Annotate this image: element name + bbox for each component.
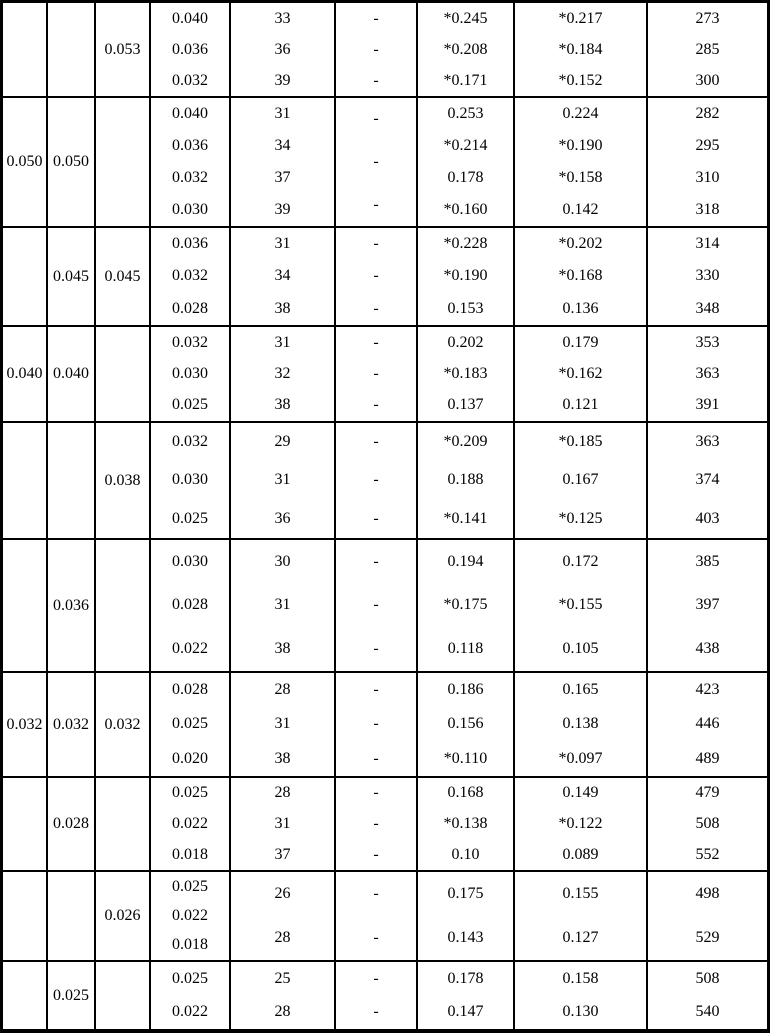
cell-value: 0.025 (53, 986, 89, 1004)
cell-value: 438 (695, 640, 720, 658)
cell-value: - (373, 152, 379, 170)
cell-value: - (373, 885, 379, 902)
cell-value: 0.165 (562, 681, 599, 699)
cell-value: 363 (695, 364, 720, 382)
table-cell (231, 872, 336, 962)
cell-value: 0.028 (53, 815, 89, 832)
table-cell (418, 327, 515, 423)
cell-value: *0.214 (443, 137, 488, 154)
cell-value: 26 (274, 885, 291, 902)
table-cell (3, 228, 48, 327)
table-cell (648, 98, 767, 228)
cell-value: 0.118 (447, 640, 484, 658)
cell-value: 0.025 (172, 877, 208, 895)
cell-value: - (373, 396, 379, 414)
table-row (3, 962, 767, 1029)
cell-value: 314 (695, 235, 720, 253)
table-cell (96, 3, 151, 98)
table-cell (418, 962, 515, 1029)
cell-value: 0.147 (447, 1003, 484, 1021)
cell-value: 0.020 (172, 749, 208, 767)
table-cell (515, 962, 648, 1029)
table-cell (48, 423, 96, 540)
cell-value: 32 (274, 364, 291, 382)
cell-value: *0.175 (443, 596, 488, 614)
cell-value: 33 (274, 9, 291, 27)
table-cell (515, 673, 648, 778)
table-cell (648, 673, 767, 778)
cell-value: 403 (695, 509, 720, 527)
cell-value: *0.141 (443, 509, 488, 527)
cell-value: *0.184 (558, 40, 603, 58)
cell-value: 0.136 (562, 299, 599, 317)
table-cell (418, 228, 515, 327)
table-cell (3, 540, 48, 673)
cell-value: *0.183 (443, 364, 488, 382)
cell-value: 397 (695, 596, 720, 614)
table-cell (418, 423, 515, 540)
cell-value: 29 (274, 433, 291, 451)
cell-value: 0.030 (172, 201, 208, 218)
table-cell (648, 778, 767, 872)
cell-value: - (373, 784, 379, 802)
cell-value: 31 (274, 715, 291, 733)
table-cell (48, 778, 96, 872)
cell-value: 0.224 (562, 105, 599, 122)
cell-value: 28 (274, 681, 291, 699)
cell-value: 0.194 (447, 552, 484, 570)
cell-value: 0.022 (172, 640, 208, 658)
cell-value: 0.040 (53, 365, 89, 382)
cell-value: 36 (274, 509, 291, 527)
cell-value: 0.032 (172, 433, 208, 451)
table-cell (231, 778, 336, 872)
table-cell (648, 540, 767, 673)
table-cell (96, 872, 151, 962)
cell-value: *0.190 (443, 267, 488, 285)
cell-value: 0.032 (172, 169, 208, 186)
cell-value: *0.168 (558, 267, 603, 285)
cell-value: 508 (695, 969, 720, 987)
table-cell (336, 872, 418, 962)
cell-value: 0.149 (562, 784, 599, 802)
table-row (3, 540, 767, 673)
table-row (3, 872, 767, 962)
table-cell (3, 673, 48, 778)
table-cell (151, 778, 231, 872)
cell-value: 37 (274, 169, 291, 186)
cell-value: 39 (274, 71, 291, 89)
cell-value: 0.025 (172, 969, 208, 987)
cell-value: 0.202 (447, 333, 484, 351)
cell-value: 0.155 (562, 885, 599, 902)
cell-value: 38 (274, 640, 291, 658)
cell-value: 31 (274, 333, 291, 351)
table-cell (515, 228, 648, 327)
cell-value: 36 (274, 40, 291, 58)
table-cell (96, 540, 151, 673)
table-cell (151, 3, 231, 98)
cell-value: - (373, 364, 379, 382)
table-cell (515, 3, 648, 98)
table-cell (96, 98, 151, 228)
cell-value: *0.202 (558, 235, 603, 253)
cell-value: 0.032 (104, 715, 141, 733)
table-cell (3, 327, 48, 423)
table-cell (151, 540, 231, 673)
cell-value: 0.158 (562, 969, 599, 987)
table-cell (151, 98, 231, 228)
cell-value: 39 (274, 201, 291, 218)
cell-value: - (373, 40, 379, 58)
cell-value: *0.171 (443, 71, 488, 89)
table-cell (48, 962, 96, 1029)
cell-value: - (373, 969, 379, 987)
table-cell (96, 228, 151, 327)
cell-value: - (373, 9, 379, 27)
cell-value: 0.036 (172, 137, 208, 154)
cell-value: 0.032 (172, 267, 208, 285)
cell-value: 0.026 (104, 907, 141, 924)
cell-value: 330 (695, 267, 720, 285)
cell-value: 31 (274, 596, 291, 614)
cell-value: - (373, 509, 379, 527)
table-cell (151, 228, 231, 327)
cell-value: 0.040 (172, 105, 208, 122)
cell-value: *0.097 (558, 749, 603, 767)
cell-value: 0.032 (6, 715, 43, 733)
cell-value: 31 (274, 471, 291, 489)
cell-value: - (373, 749, 379, 767)
cell-value: - (373, 596, 379, 614)
cell-value: *0.158 (558, 169, 603, 186)
cell-value: 0.022 (172, 814, 208, 832)
cell-value: - (373, 110, 379, 128)
cell-value: 385 (695, 552, 720, 570)
table-row (3, 673, 767, 778)
table-cell (336, 540, 418, 673)
cell-value: 0.089 (562, 845, 599, 863)
cell-value: 318 (695, 201, 720, 218)
cell-value: 0.045 (53, 267, 89, 285)
table-cell (418, 3, 515, 98)
cell-value: 508 (695, 814, 720, 832)
cell-value: 0.175 (447, 885, 484, 902)
cell-value: 28 (274, 784, 291, 802)
table-cell (336, 673, 418, 778)
cell-value: - (373, 471, 379, 489)
cell-value: 0.130 (562, 1003, 599, 1021)
cell-value: - (373, 235, 379, 253)
cell-value: *0.155 (558, 596, 603, 614)
cell-value: 446 (695, 715, 720, 733)
table-cell (3, 98, 48, 228)
cell-value: *0.228 (443, 235, 488, 253)
cell-value: - (373, 715, 379, 733)
table-cell (231, 228, 336, 327)
cell-value: 0.032 (172, 71, 208, 89)
table-cell (336, 423, 418, 540)
cell-value: 30 (274, 552, 291, 570)
cell-value: 479 (695, 784, 720, 802)
cell-value: 391 (695, 396, 720, 414)
cell-value: *0.190 (558, 137, 603, 154)
table-cell (3, 423, 48, 540)
table-cell (3, 778, 48, 872)
cell-value: 0.030 (172, 364, 208, 382)
cell-value: 374 (695, 471, 720, 489)
table-cell (3, 962, 48, 1029)
cell-value: - (373, 845, 379, 863)
cell-value: 0.040 (172, 9, 208, 27)
cell-value: 363 (695, 433, 720, 451)
cell-value: - (373, 1003, 379, 1021)
cell-value: 295 (695, 137, 720, 154)
table-cell (515, 872, 648, 962)
cell-value: 285 (695, 40, 720, 58)
table-cell (48, 327, 96, 423)
cell-value: 38 (274, 749, 291, 767)
table-cell (96, 673, 151, 778)
cell-value: *0.125 (558, 509, 603, 527)
table-cell (648, 3, 767, 98)
table-cell (648, 423, 767, 540)
cell-value: 28 (274, 929, 291, 946)
cell-value: 0.050 (53, 153, 89, 170)
table-row (3, 3, 767, 98)
cell-value: 34 (274, 267, 291, 285)
cell-value: 0.028 (172, 681, 208, 699)
cell-value: 0.018 (172, 936, 208, 954)
table-cell (515, 540, 648, 673)
table-cell (336, 778, 418, 872)
cell-value: - (373, 552, 379, 570)
cell-value: 0.186 (447, 681, 484, 699)
cell-value: *0.217 (558, 9, 603, 27)
cell-value: 0.156 (447, 715, 484, 733)
cell-value: - (373, 433, 379, 451)
table-cell (231, 3, 336, 98)
cell-value: *0.162 (558, 364, 603, 382)
cell-value: *0.208 (443, 40, 488, 58)
table-cell (231, 423, 336, 540)
cell-value: 0.168 (447, 784, 484, 802)
table-cell (336, 327, 418, 423)
cell-value: 0.188 (447, 471, 484, 489)
table-cell (96, 962, 151, 1029)
cell-value: 0.045 (104, 267, 141, 285)
cell-value: 0.028 (172, 299, 208, 317)
cell-value: - (373, 681, 379, 699)
cell-value: - (373, 71, 379, 89)
cell-value: 0.022 (172, 1003, 208, 1021)
table-cell (231, 673, 336, 778)
table-cell (648, 228, 767, 327)
cell-value: 0.127 (562, 929, 599, 946)
cell-value: *0.245 (443, 9, 488, 27)
table-cell (418, 872, 515, 962)
cell-value: 0.025 (172, 396, 208, 414)
table-cell (3, 872, 48, 962)
cell-value: 0.137 (447, 396, 484, 414)
table-cell (48, 673, 96, 778)
cell-value: 0.025 (172, 509, 208, 527)
cell-value: 0.142 (562, 201, 599, 218)
cell-value: 0.178 (447, 169, 484, 186)
cell-value: *0.160 (443, 201, 488, 218)
cell-value: 0.036 (172, 40, 208, 58)
cell-value: - (373, 814, 379, 832)
cell-value: *0.152 (558, 71, 603, 89)
table-cell (3, 3, 48, 98)
cell-value: 0.143 (447, 929, 484, 946)
cell-value: 0.036 (53, 596, 89, 614)
cell-value: 0.053 (104, 40, 141, 58)
table-cell (231, 327, 336, 423)
cell-value: 0.032 (172, 333, 208, 351)
cell-value: 0.167 (562, 471, 599, 489)
cell-value: 498 (695, 885, 720, 902)
cell-value: 28 (274, 1003, 291, 1021)
table-cell (336, 3, 418, 98)
cell-value: 489 (695, 749, 720, 767)
cell-value: 0.153 (447, 299, 484, 317)
cell-value: 540 (695, 1003, 720, 1021)
table-row (3, 228, 767, 327)
cell-value: - (373, 333, 379, 351)
cell-value: *0.110 (443, 749, 488, 767)
cell-value: 353 (695, 333, 720, 351)
cell-value: 38 (274, 396, 291, 414)
cell-value: 31 (274, 235, 291, 253)
cell-value: - (373, 195, 379, 213)
table-cell (48, 228, 96, 327)
table-row (3, 423, 767, 540)
table-cell (151, 962, 231, 1029)
table-cell (151, 423, 231, 540)
table-cell (418, 778, 515, 872)
cell-value: 37 (274, 845, 291, 863)
table-cell (151, 673, 231, 778)
table-cell (648, 962, 767, 1029)
cell-value: 0.030 (172, 552, 208, 570)
cell-value: 31 (274, 814, 291, 832)
cell-value: 38 (274, 299, 291, 317)
cell-value: 423 (695, 681, 720, 699)
cell-value: 34 (274, 137, 291, 154)
cell-value: 282 (695, 105, 720, 122)
table-cell (648, 872, 767, 962)
cell-value: 0.032 (53, 715, 89, 733)
table-cell (648, 327, 767, 423)
cell-value: - (373, 267, 379, 285)
cell-value: 31 (274, 105, 291, 122)
table-cell (515, 423, 648, 540)
table-cell (515, 98, 648, 228)
cell-value: 0.138 (562, 715, 599, 733)
table-cell (515, 327, 648, 423)
table-cell (336, 962, 418, 1029)
table-cell (231, 98, 336, 228)
table-cell (336, 98, 418, 228)
cell-value: 0.040 (6, 365, 43, 382)
table-cell (96, 327, 151, 423)
cell-value: 0.179 (562, 333, 599, 351)
table-cell (418, 673, 515, 778)
cell-value: 552 (695, 845, 720, 863)
cell-value: 0.025 (172, 784, 208, 802)
cell-value: 0.025 (172, 715, 208, 733)
table-cell (96, 778, 151, 872)
table-cell (151, 872, 231, 962)
table-cell (336, 228, 418, 327)
cell-value: 273 (695, 9, 720, 27)
cell-value: 0.022 (172, 906, 208, 924)
cell-value: 0.121 (562, 396, 599, 414)
cell-value: 0.105 (562, 640, 599, 658)
cell-value: 0.253 (447, 105, 484, 122)
cell-value: *0.209 (443, 433, 488, 451)
cell-value: 0.050 (6, 153, 43, 170)
cell-value: 0.178 (447, 969, 484, 987)
cell-value: - (373, 640, 379, 658)
cell-value: 0.036 (172, 235, 208, 253)
table-cell (96, 423, 151, 540)
cell-value: 0.030 (172, 471, 208, 489)
table-cell (48, 872, 96, 962)
cell-value: *0.138 (443, 814, 488, 832)
table-cell (418, 540, 515, 673)
table-cell (48, 3, 96, 98)
table-cell (48, 98, 96, 228)
table-cell (151, 327, 231, 423)
table-row (3, 778, 767, 872)
cell-value: 25 (274, 969, 291, 987)
table-row (3, 98, 767, 228)
cell-value: 348 (695, 299, 720, 317)
cell-value: 300 (695, 71, 720, 89)
table-cell (48, 540, 96, 673)
cell-value: *0.122 (558, 814, 603, 832)
table-row (3, 327, 767, 423)
cell-value: - (373, 299, 379, 317)
table-cell (231, 540, 336, 673)
cell-value: 0.172 (562, 552, 599, 570)
table-cell (515, 778, 648, 872)
cell-value: 0.10 (451, 845, 480, 863)
table-cell (231, 962, 336, 1029)
cell-value: 310 (695, 169, 720, 186)
cell-value: 0.028 (172, 596, 208, 614)
cell-value: 529 (695, 929, 720, 946)
table-cell (418, 98, 515, 228)
cell-value: *0.185 (558, 433, 603, 451)
cell-value: 0.038 (104, 471, 141, 489)
cell-value: - (373, 929, 379, 946)
cell-value: 0.018 (172, 845, 208, 863)
